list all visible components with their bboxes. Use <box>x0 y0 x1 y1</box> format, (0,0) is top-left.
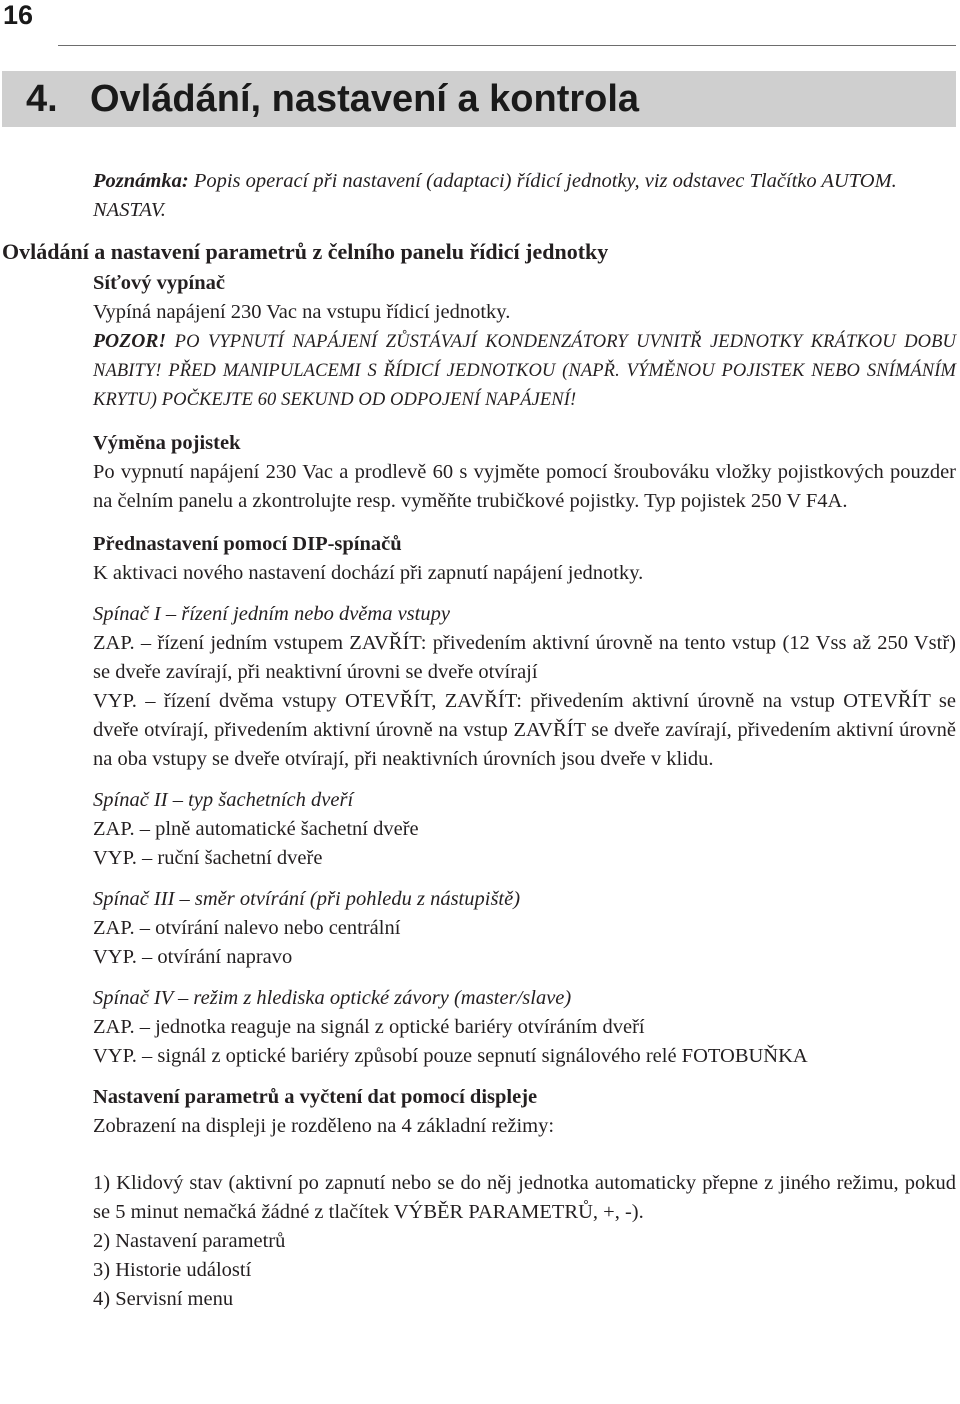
switch-3-on: ZAP. – otvírání nalevo nebo centrální <box>93 917 401 939</box>
switch-2-title: Spínač II – typ šachetních dveří <box>93 789 354 811</box>
chapter-title: Ovládání, nastavení a kontrola <box>90 78 640 120</box>
page-content <box>93 167 956 1314</box>
switch-1-title: Spínač I – řízení jedním nebo dvěma vstupy <box>93 603 450 625</box>
note-paragraph <box>93 167 956 225</box>
chapter-heading-band <box>2 71 956 127</box>
display-mode-3: 3) Historie událostí <box>93 1259 252 1281</box>
warning-paragraph <box>93 327 956 415</box>
display-mode-1: 1) Klidový stav (aktivní po zapnutí nebo se do něj jednotka automaticky přepne z jiného režimu, pokud se 5 minut nemačká žádné z tlačítek VÝBĚR PARAMETRŮ, +, -). <box>93 1172 956 1223</box>
chapter-heading <box>26 75 639 123</box>
section-heading: Ovládání a nastavení parametrů z čelního panelu řídicí jednotky <box>2 239 609 264</box>
display-mode-4: 4) Servisní menu <box>93 1288 234 1310</box>
fuses-heading: Výměna pojistek <box>93 432 241 454</box>
switch-1-off: VYP. – řízení dvěma vstupy OTEVŘÍT, ZAVŘÍT: přivedením aktivní úrovně na vstup OTEVŘÍT se dveře otvírají, přivedením aktivní úrovně na vstup ZAVŘÍT se dveře zavírají, přivedením aktivní úrovně na oba vstupy se dveře otvírají, při neaktivních úrovních jsou dveře v klidu. <box>93 690 956 770</box>
dip-heading: Přednastavení pomocí DIP-spínačů <box>93 533 402 555</box>
switch-4-on: ZAP. – jednotka reaguje na signál z optické bariéry otvíráním dveří <box>93 1016 645 1038</box>
display-mode-2: 2) Nastavení parametrů <box>93 1230 286 1252</box>
switch-2-off: VYP. – ruční šachetní dveře <box>93 847 323 869</box>
header-rule <box>58 45 956 46</box>
chapter-number: 4. <box>26 78 58 120</box>
switch-4-title: Spínač IV – režim z hlediska optické závory (master/slave) <box>93 987 572 1009</box>
display-heading: Nastavení parametrů a vyčtení dat pomocí displeje <box>93 1086 538 1108</box>
display-intro: Zobrazení na displeji je rozděleno na 4 základní režimy: <box>93 1115 555 1137</box>
switch-3-title: Spínač III – směr otvírání (při pohledu z nástupiště) <box>93 888 521 910</box>
page-number: 16 <box>3 0 34 30</box>
power-switch-heading: Síťový vypínač <box>93 272 225 294</box>
switch-3-off: VYP. – otvírání napravo <box>93 946 293 968</box>
switch-1-on: ZAP. – řízení jedním vstupem ZAVŘÍT: přivedením aktivní úrovně na tento vstup (12 Vss až 250 Vstř) se dveře zavírají, při neaktivní úrovni se dveře otvírají <box>93 632 956 683</box>
switch-2-on: ZAP. – plně automatické šachetní dveře <box>93 818 419 840</box>
note-text: Popis operací při nastavení (adaptaci) řídicí jednotky, viz odstavec Tlačítko AUTOM. NASTAV. <box>93 170 897 221</box>
warning-label: POZOR! <box>93 331 167 352</box>
warning-text: PO VYPNUTÍ NAPÁJENÍ ZŮSTÁVAJÍ KONDENZÁTORY UVNITŘ JEDNOTKY KRÁTKOU DOBU NABITY! PŘED MANIPULACEMI S ŘÍDICÍ JEDNOTKOU (NAPŘ. VÝMĚNOU POJISTEK NEBO SNÍMÁNÍM KRYTU) POČKEJTE 60 SEKUND OD ODPOJENÍ NAPÁJENÍ! <box>93 332 956 410</box>
dip-text: K aktivaci nového nastavení dochází při zapnutí napájení jednotky. <box>93 562 644 584</box>
power-switch-text: Vypíná napájení 230 Vac na vstupu řídicí jednotky. <box>93 301 511 323</box>
switch-4-off: VYP. – signál z optické bariéry způsobí pouze sepnutí signálového relé FOTOBUŇKA <box>93 1045 808 1067</box>
note-label: Poznámka: <box>93 170 189 192</box>
fuses-text: Po vypnutí napájení 230 Vac a prodlevě 60 s vyjměte pomocí šroubováku vložky pojistkových pouzder na čelním panelu a zkontrolujte resp. vyměňte trubičkové pojistky. Typ pojistek 250 V F4A. <box>93 461 956 512</box>
